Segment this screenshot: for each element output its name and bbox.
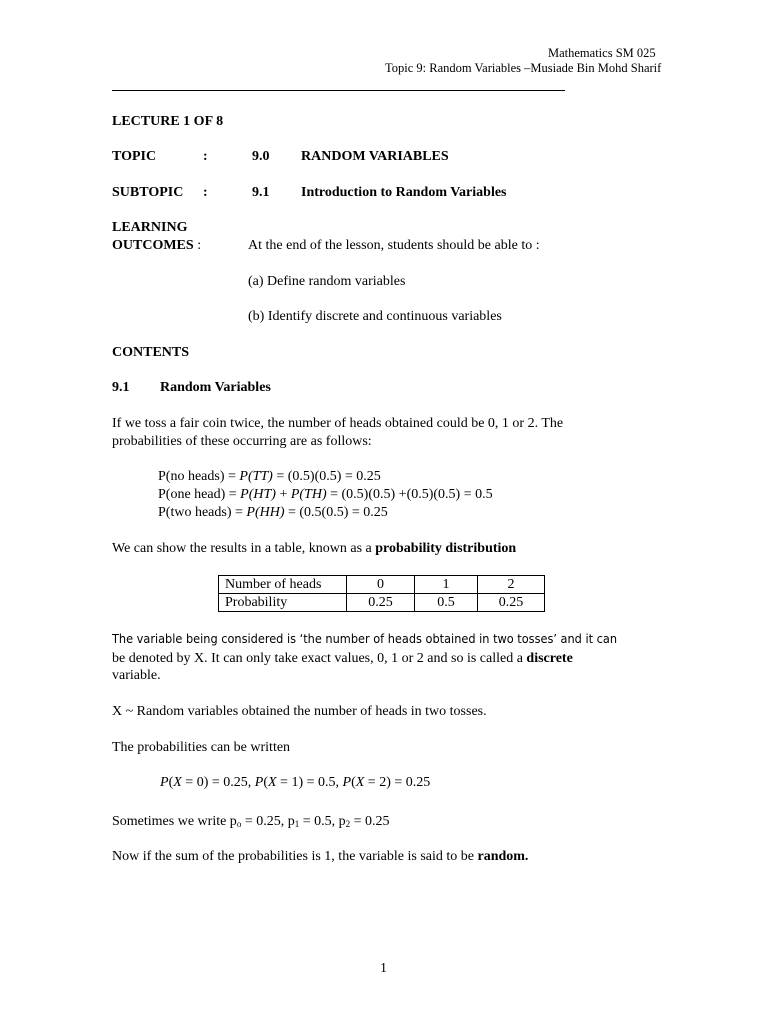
table-cell: 0 [347, 576, 415, 594]
table-cell: 0.25 [347, 594, 415, 612]
topic-colon: : [203, 149, 208, 164]
subtopic-label: SUBTOPIC [112, 185, 184, 200]
learning-outcomes-colon: : [193, 238, 202, 253]
section-number: 9.1 [112, 380, 130, 395]
table-cell: 1 [415, 576, 478, 594]
probability-distribution-table [218, 575, 545, 612]
sometimes-m3: = 0.25 [350, 814, 390, 829]
x-definition: X ~ Random variables obtained the number of heads in two tosses. [112, 704, 487, 719]
para3-line2 [112, 650, 573, 667]
learning-outcome-item-a: (a) Define random variables [248, 274, 406, 289]
final-line [112, 848, 528, 865]
subtopic-colon: : [203, 185, 208, 200]
eq-two-heads-lhs: P(two heads) = [158, 505, 247, 520]
learning-outcomes-label-2-text: OUTCOMES [112, 238, 194, 253]
header-topic-line: Topic 9: Random Variables –Musiade Bin Mohd Sharif [385, 61, 662, 75]
eq-one-head-ital1: P(HT) [240, 487, 276, 502]
eq-a1: ( [168, 775, 174, 790]
eq-a2: ( [263, 775, 268, 790]
equation-two-heads [158, 504, 388, 521]
sub-1: 1 [294, 819, 300, 829]
eq-x3: X [355, 775, 365, 790]
learning-outcomes-label-2 [112, 237, 201, 254]
table-cell: Probability [219, 594, 347, 612]
eq-b3: = 2) = 0.25 [364, 775, 431, 790]
table-row [219, 594, 545, 612]
para3-line2-text: be denoted by X. It can only take exact values, 0, 1 or 2 and so is called a [112, 651, 527, 666]
learning-outcomes-intro: At the end of the lesson, students should be able to : [248, 238, 540, 253]
para1-line1: If we toss a fair coin twice, the number of heads obtained could be 0, 1 or 2. The [112, 416, 564, 431]
equation-one-head [158, 486, 493, 503]
para3-line2-bold: discrete [526, 651, 573, 666]
eq-one-head-rhs: = (0.5)(0.5) +(0.5)(0.5) = 0.5 [326, 487, 493, 502]
table-cell: Number of heads [219, 576, 347, 594]
eq-a3: ( [351, 775, 356, 790]
sub-2: 2 [345, 819, 351, 829]
learning-outcomes-label-1: LEARNING [112, 220, 188, 235]
eq-no-heads-lhs: P(no heads) = [158, 469, 240, 484]
eq-one-head-plus: + [275, 487, 291, 502]
eq-no-heads-ital: P(TT) [239, 469, 273, 484]
table-row [219, 576, 545, 594]
para3-line3: variable. [112, 668, 161, 683]
eq-one-head-ital2: P(TH) [290, 487, 327, 502]
final-bold: random. [477, 849, 529, 864]
para1-line2: probabilities of these occurring are as follows: [112, 434, 372, 449]
sometimes-m1: = 0.25, p [241, 814, 295, 829]
table-cell: 0.5 [415, 594, 478, 612]
contents-heading: CONTENTS [112, 345, 190, 360]
eq-b2: = 1) = 0.5, [276, 775, 343, 790]
para2 [112, 540, 516, 557]
table-cell: 0.25 [478, 594, 545, 612]
page-number: 1 [380, 961, 387, 976]
equation-no-heads [158, 468, 381, 485]
lecture-heading: LECTURE 1 OF 8 [112, 114, 224, 129]
learning-outcome-item-b: (b) Identify discrete and continuous variables [248, 309, 502, 324]
para3-line1: The variable being considered is ‘the number of heads obtained in two tosses’ and it can [112, 631, 618, 646]
topic-title: RANDOM VARIABLES [301, 149, 449, 164]
eq-b1: = 0) = 0.25, [181, 775, 255, 790]
eq-x2: X [267, 775, 277, 790]
eq-p1: P [160, 775, 169, 790]
sometimes-pre: Sometimes we write p [112, 814, 237, 829]
para2-bold: probability distribution [375, 541, 517, 556]
probability-equation [160, 774, 430, 791]
header-divider [112, 90, 565, 91]
subtopic-title: Introduction to Random Variables [301, 185, 507, 200]
topic-number: 9.0 [252, 149, 270, 164]
probabilities-written: The probabilities can be written [112, 740, 291, 755]
section-title: Random Variables [160, 380, 271, 395]
sub-0: o [236, 819, 242, 829]
table-cell: 2 [478, 576, 545, 594]
eq-two-heads-rhs: = (0.5(0.5) = 0.25 [284, 505, 388, 520]
eq-one-head-lhs: P(one head) = [158, 487, 241, 502]
eq-two-heads-ital: P(HH) [246, 505, 285, 520]
subtopic-number: 9.1 [252, 185, 270, 200]
eq-p3: P [342, 775, 352, 790]
eq-no-heads-rhs: = (0.5)(0.5) = 0.25 [272, 469, 381, 484]
eq-x1: X [173, 775, 182, 790]
sometimes-line [112, 813, 390, 830]
sometimes-m2: = 0.5, p [299, 814, 346, 829]
topic-label: TOPIC [112, 149, 157, 164]
header-course: Mathematics SM 025 [548, 46, 656, 60]
final-text: Now if the sum of the probabilities is 1, the variable is said to be [112, 849, 478, 864]
para2-text: We can show the results in a table, known as a [112, 541, 376, 556]
eq-p2: P [254, 775, 264, 790]
